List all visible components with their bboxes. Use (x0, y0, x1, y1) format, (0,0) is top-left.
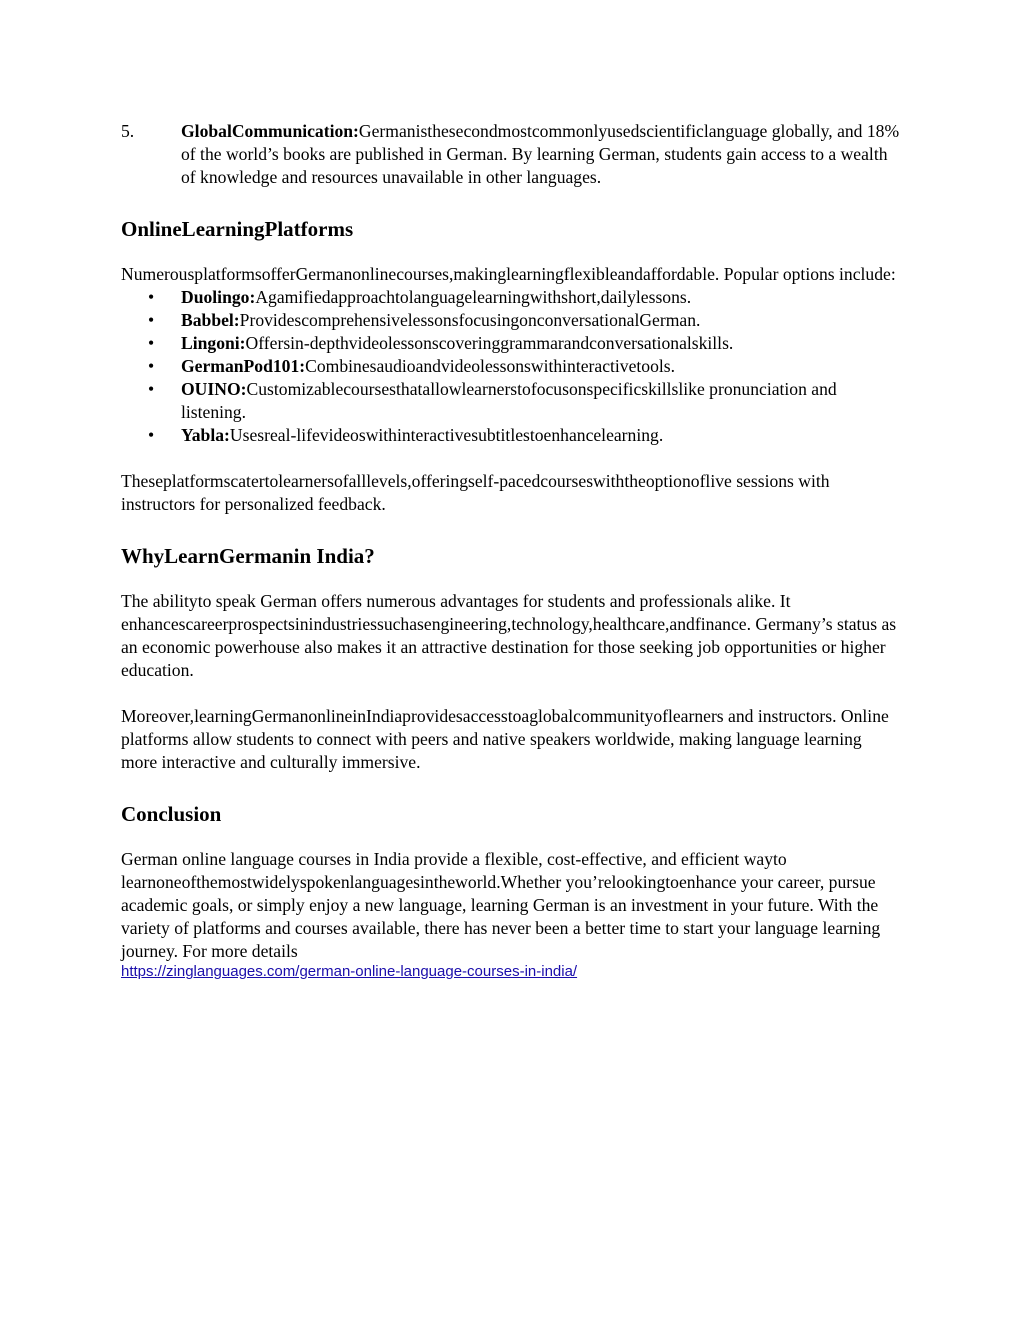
item-body (181, 120, 901, 189)
platforms-outro-paragraph: Theseplatformscatertolearnersofalllevels,offeringself-pacedcourseswiththeoptionoflive sessions with instructors for personalized feedback. (121, 471, 830, 514)
platform-name: GermanPod101: (181, 356, 306, 376)
platform-name: Yabla: (181, 425, 230, 445)
platform-description: Combinesaudioandvideolessonswithinteractivetools. (305, 356, 676, 376)
bullet-icon: • (148, 425, 155, 445)
platform-description: Customizablecoursesthatallowlearnerstofocusonspecificskillslike pronunciation and listening. (181, 379, 837, 422)
platform-description: Agamifiedapproachtolanguagelearningwithshort,dailylessons. (255, 287, 692, 307)
heading-conclusion: Conclusion (121, 802, 222, 826)
list-item (121, 332, 901, 355)
bullet-icon: • (148, 287, 155, 307)
platform-name: OUINO: (181, 379, 247, 399)
platform-description: Offersin-depthvideolessonscoveringgrammarandconversationalskills. (245, 333, 734, 353)
heading-why-learn-german: WhyLearnGermanin India? (121, 544, 375, 568)
item-number: 5. (121, 121, 135, 141)
bullet-icon: • (148, 333, 155, 353)
bullet-icon: • (148, 379, 155, 399)
why-learn-paragraph-1: The abilityto speak German offers numerous advantages for students and professionals alike. It enhancescareerprospectsinindustriessuchasengineering,technology,healthcare,andfinance. Germany’s status as an economic powerhouse also makes it an attractive destination for those seeking job opportunities or higher education. (121, 591, 897, 680)
item-text: Germanisthesecondmostcommonlyusedscientificlanguage globally, and 18% of the world’s books are published in German. By learning German, students gain access to a wealth of knowledge and resources unavailable in other languages. (181, 121, 900, 187)
conclusion-paragraph: German online language courses in India provide a flexible, cost-effective, and efficient wayto learnoneofthemostwidelyspokenlanguagesintheworld.Whether you’relookingtoenhance your career, pursue academic goals, or simply enjoy a new language, learning German is an investment in your future. With the variety of platforms and courses available, there has never been a better time to start your language learning journey. For more details (121, 849, 881, 961)
why-learn-paragraph-2: Moreover,learningGermanonlineinIndiaprovidesaccesstoaglobalcommunityoflearners and instructors. Online platforms allow students to connect with peers and native speakers worldwide, making language learning more interactive and culturally immersive. (121, 706, 889, 772)
item-bold-term: GlobalCommunication: (181, 121, 359, 141)
more-details-link[interactable]: https://zinglanguages.com/german-online-language-courses-in-india/ (121, 963, 578, 980)
list-item (121, 355, 901, 378)
platforms-list (121, 286, 901, 447)
platform-description: ProvidescomprehensivelessonsfocusingonconversationalGerman. (239, 310, 701, 330)
platforms-intro-paragraph: NumerousplatformsofferGermanonlinecourses,makinglearningflexibleandaffordable. Popular options include: (121, 264, 896, 284)
platform-name: Duolingo: (181, 287, 256, 307)
bullet-icon: • (148, 356, 155, 376)
platform-name: Lingoni: (181, 333, 246, 353)
list-item (121, 424, 901, 447)
platform-description: Usesreal-lifevideoswithinteractivesubtitlestoenhancelearning. (229, 425, 664, 445)
list-item (121, 309, 901, 332)
numbered-item-global-communication (121, 120, 901, 189)
bullet-icon: • (148, 310, 155, 330)
list-item (121, 378, 901, 424)
platform-name: Babbel: (181, 310, 240, 330)
document-content (121, 120, 901, 981)
heading-online-learning-platforms: OnlineLearningPlatforms (121, 217, 354, 241)
list-item (121, 286, 901, 309)
